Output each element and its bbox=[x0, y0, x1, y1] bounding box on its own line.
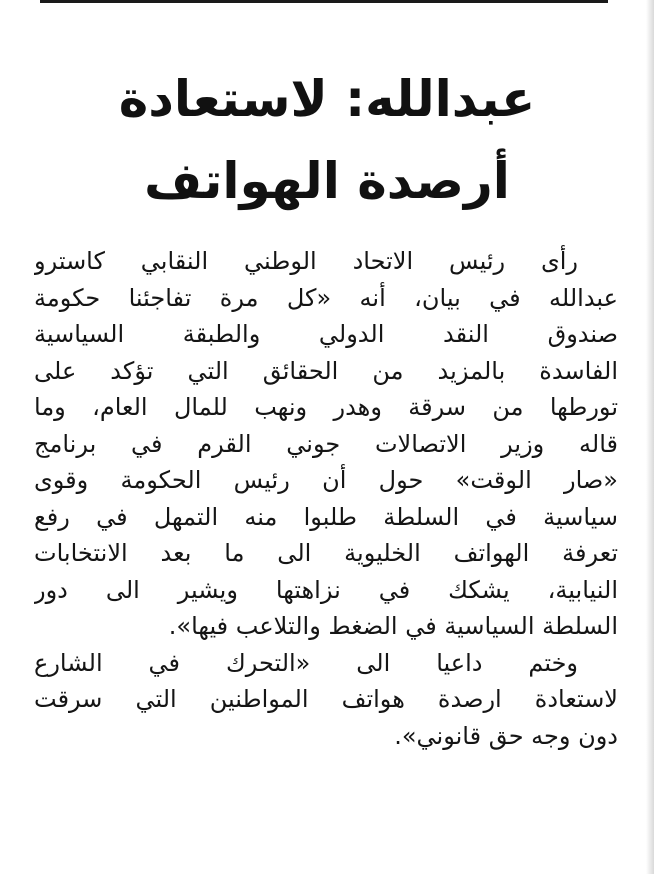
top-divider-rule bbox=[40, 0, 608, 3]
body-line-9: تعرفة الهواتف الخليوية الى ما بعد الانتخابات bbox=[34, 539, 618, 567]
article-headline bbox=[20, 58, 634, 222]
body-line-14: دون وجه حق قانوني». bbox=[394, 721, 618, 750]
body-line-4: الفاسدة بالمزيد من الحقائق التي تؤكد على bbox=[34, 356, 618, 385]
body-line-7: «صار الوقت» حول أن رئيس الحكومة وقوى bbox=[34, 466, 618, 494]
body-line-5: تورطها من سرقة وهدر ونهب للمال العام، وما bbox=[34, 393, 618, 421]
body-line-3: صندوق النقد الدولي والطبقة السياسية bbox=[34, 320, 618, 348]
body-line-1: رأى رئيس الاتحاد الوطني النقابي كاسترو bbox=[34, 247, 578, 275]
body-line-12: وختم داعيا الى «التحرك في الشارع bbox=[34, 648, 578, 677]
body-line-11: السلطة السياسية في الضغط والتلاعب فيها». bbox=[168, 612, 618, 640]
headline-line-1: عبدالله: لاستعادة bbox=[118, 70, 536, 128]
body-line-8: سياسية في السلطة طلبوا منه التمهل في رفع bbox=[34, 502, 618, 531]
headline-line-2: أرصدة الهواتف bbox=[144, 152, 510, 210]
body-line-13: لاستعادة ارصدة هواتف المواطنين التي سرقت bbox=[34, 685, 618, 713]
body-line-2: عبدالله في بيان، أنه «كل مرة تفاجئنا حكومة bbox=[34, 283, 618, 312]
body-line-10: النيابية، يشكك في نزاهتها ويشير الى دور bbox=[34, 575, 618, 604]
page-edge-shadow bbox=[646, 0, 654, 874]
article-body bbox=[34, 243, 618, 754]
body-line-6: قاله وزير الاتصالات جوني القرم في برنامج bbox=[34, 429, 618, 458]
